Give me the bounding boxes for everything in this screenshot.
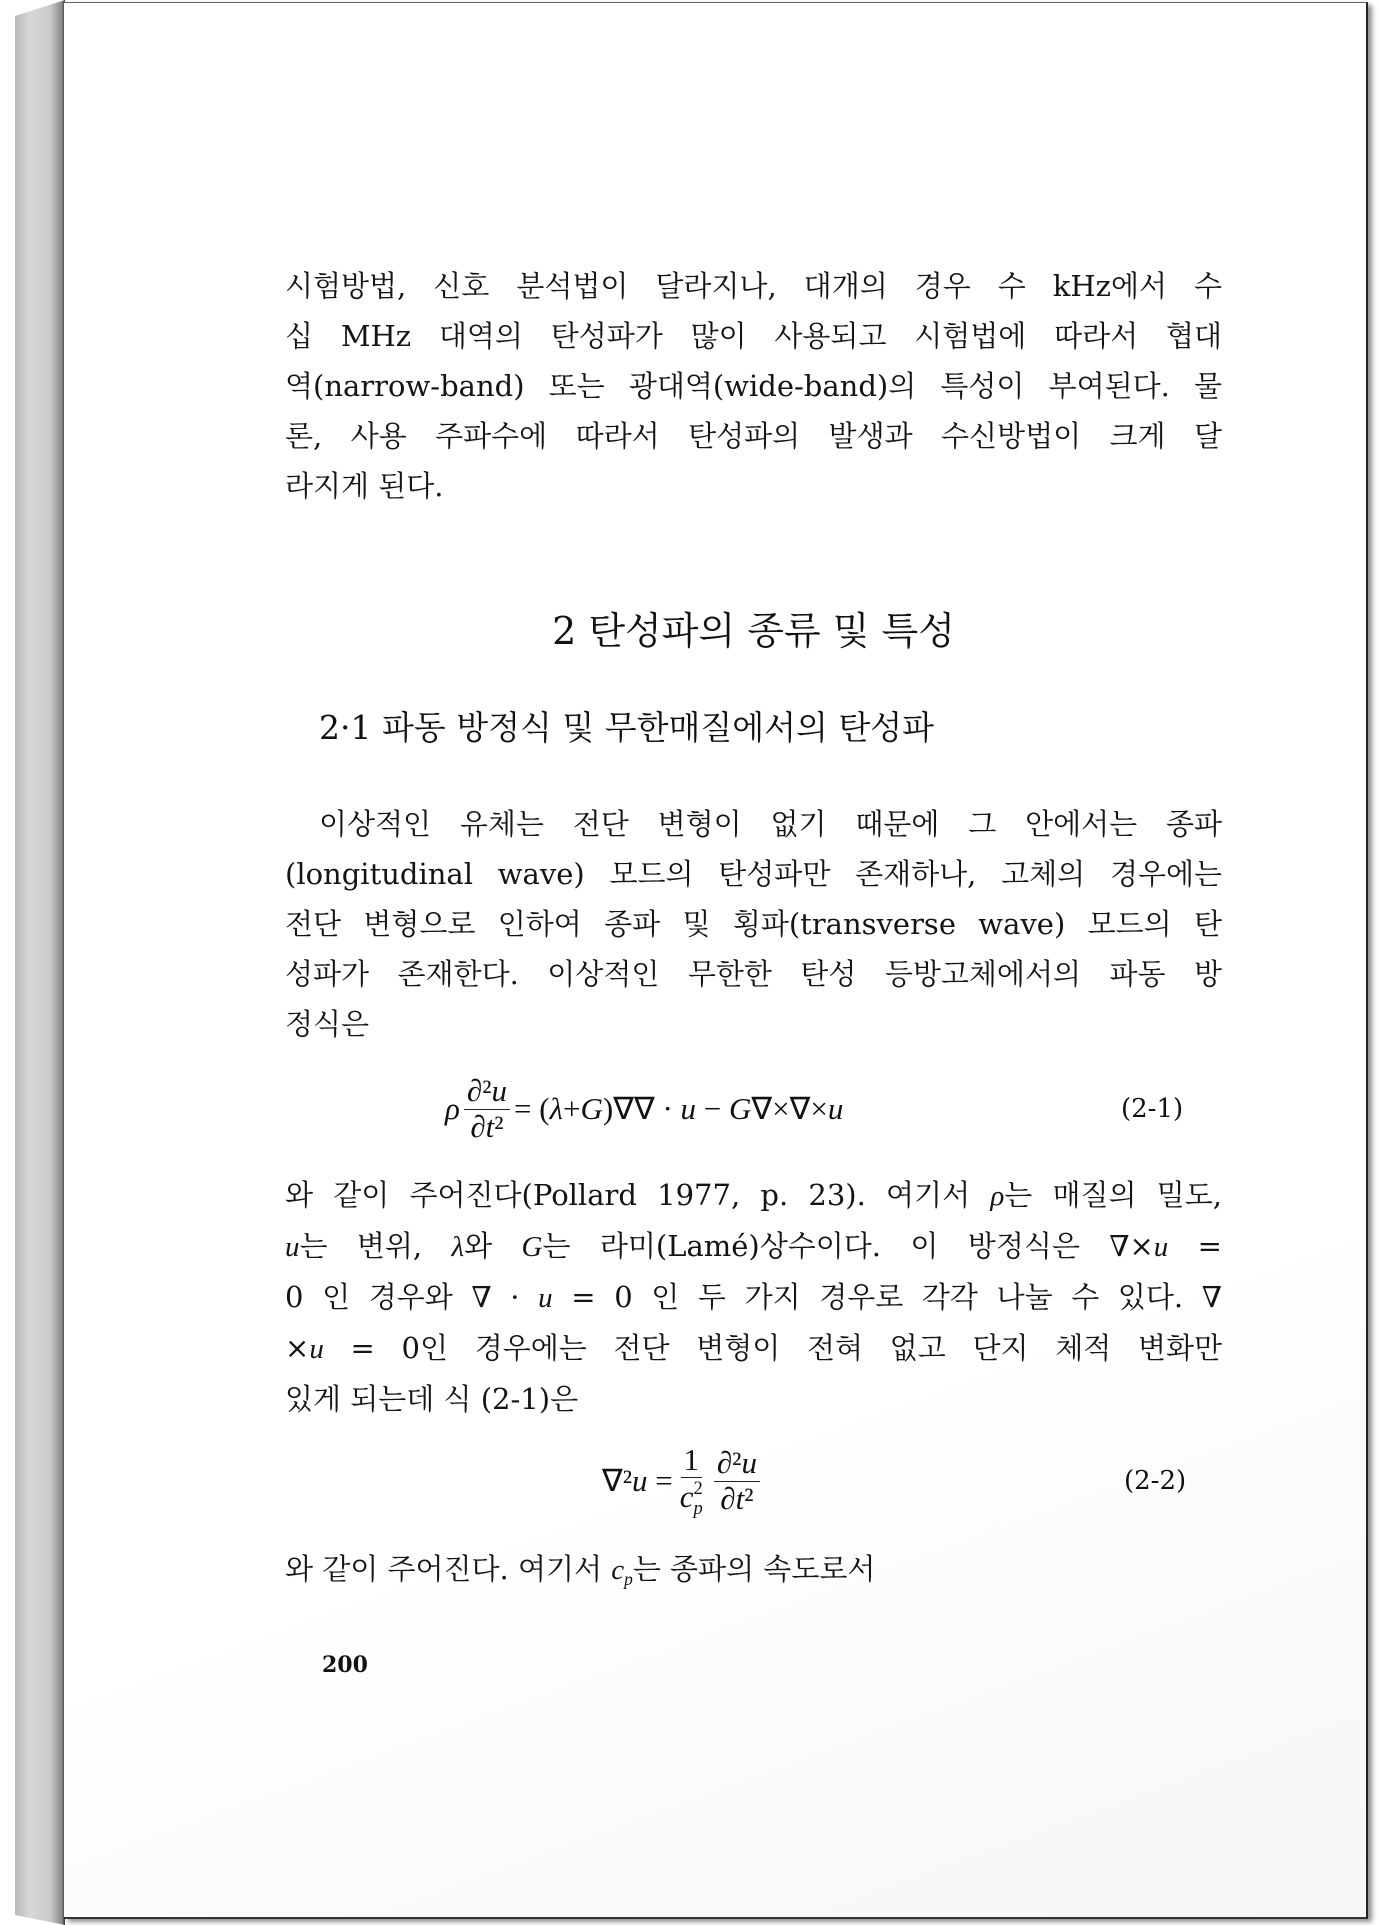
fraction-denominator [717,1482,756,1516]
text-run: ∂ [470,1108,486,1144]
equation-coefficient [445,1091,460,1127]
fraction-numerator [681,1441,703,1479]
book-page [64,2,1368,1919]
text-run: 있게 되는데 식 (2-1)은 [285,1382,579,1416]
text-run: 는 라미(Lamé)상수이다. 이 방정식은 ∇× [542,1229,1154,1263]
paragraph-intro [285,261,1222,511]
text-run: 이상적인 유체는 전단 변형이 없기 때문에 그 안에서는 종파 [319,807,1222,841]
math-variable: c [611,1554,625,1586]
section-heading: 2 탄성파의 종류 및 특성 [552,609,955,653]
math-variable: G [580,1091,603,1126]
text-line [285,411,1222,461]
math-variable: u [632,1463,648,1498]
text-run: = 0인 경우에는 전단 변형이 전혀 없고 단지 체적 변화만 [323,1331,1222,1365]
text-run: ∂ [720,1480,736,1516]
equation-right-side [514,1091,843,1127]
text-run: ² [744,1480,754,1516]
text-run: 성파가 존재한다. 이상적인 무한한 탄성 등방고체에서의 파동 방 [285,957,1222,991]
text-run: 십 MHz 대역의 탄성파가 많이 사용되고 시험법에 따라서 협대 [285,319,1222,353]
math-variable: G [729,1091,752,1126]
book-spine [15,0,65,1925]
text-run: 정식은 [285,1007,370,1041]
text-line [285,899,1222,949]
text-run: (longitudinal wave) 모드의 탄성파만 존재하나, 고체의 경우에는 [285,857,1222,891]
text-run: = ( [514,1091,550,1126]
text-run: ∇² [602,1463,633,1498]
paragraph-equation-explanation [285,1170,1222,1424]
text-line [285,999,1222,1049]
text-run: 역(narrow-band) 또는 광대역(wide-band)의 특성이 부여된다. 물 [285,369,1222,403]
fraction [677,1441,706,1519]
text-run: ∂² [716,1444,742,1480]
text-run: 는 변위, [299,1229,452,1263]
math-variable: c [679,1479,694,1515]
math-variable: t [735,1480,745,1516]
fraction-denominator [677,1478,706,1518]
fraction [464,1072,510,1144]
equation-2-1 [445,1069,843,1149]
math-variable: t [485,1108,495,1144]
text-line [285,1272,1222,1323]
math-variable: λ [451,1231,465,1263]
text-run: 라지게 된다. [285,469,444,503]
subsection-heading: 2·1 파동 방정식 및 무한매질에서의 탄성파 [319,708,934,747]
math-variable: u [309,1333,324,1365]
text-line [285,1323,1222,1374]
equation-number: (2-2) [1124,1466,1187,1496]
text-run: − [696,1091,729,1126]
text-run: + [563,1091,581,1126]
math-variable: u [680,1091,697,1126]
text-line [285,849,1222,899]
math-variable: u [1153,1231,1169,1263]
math-variable: ρ [990,1180,1005,1212]
equation-number: (2-1) [1121,1094,1184,1124]
text-run: ∂² [466,1072,492,1108]
text-run: 와 같이 주어진다(Pollard 1977, p. 23). 여기서 [285,1178,991,1212]
math-variable: u [491,1072,508,1108]
fraction-numerator [464,1072,510,1110]
text-run: 는 매질의 밀도, [1004,1178,1222,1212]
text-line [285,461,1222,511]
fraction-numerator [714,1444,760,1482]
math-variable: λ [549,1091,564,1126]
text-line [285,261,1222,311]
subscript: p [624,1569,633,1590]
page-number: 200 [322,1652,368,1678]
text-line [285,1170,1222,1221]
math-variable: u [827,1091,844,1126]
text-run: = [647,1463,673,1498]
text-run: ∇×∇× [751,1091,828,1126]
text-run: = 0 인 두 가지 경우로 각각 나눌 수 있다. ∇ [552,1280,1222,1314]
text-line [285,949,1222,999]
math-variable: ρ [445,1091,460,1126]
text-run: 전단 변형으로 인하여 종파 및 횡파(transverse wave) 모드의 탄 [285,907,1222,941]
equation-left-side [602,1463,673,1499]
paragraph-velocity [285,1544,1222,1604]
fraction-denominator [467,1110,506,1144]
text-line [285,1374,1222,1424]
text-line [285,799,1222,849]
fraction [714,1444,760,1516]
text-line [285,311,1222,361]
text-run: 와 [464,1229,522,1263]
text-run: 1 [683,1441,700,1477]
text-run: × [285,1331,310,1365]
equation-2-2 [602,1441,764,1521]
text-run: 론, 사용 주파수에 따라서 탄성파의 발생과 수신방법이 크게 달 [285,419,1222,453]
paragraph-wave-equation [285,799,1222,1049]
text-run: 0 인 경우와 ∇ · [285,1280,539,1314]
text-run: )∇∇ · [602,1091,681,1126]
superscript: 2 [693,1478,703,1500]
text-line [285,1544,1222,1604]
math-variable: u [538,1282,553,1314]
text-run: ² [494,1108,504,1144]
math-variable: u [285,1231,300,1263]
subscript: p [693,1497,703,1519]
text-run: = [1168,1229,1222,1263]
text-run: 와 같이 주어진다. 여기서 [285,1552,612,1586]
text-run: 는 종파의 속도로서 [632,1552,876,1586]
text-line [285,361,1222,411]
math-variable: u [741,1444,757,1480]
text-run: 시험방법, 신호 분석법이 달라지나, 대개의 경우 수 kHz에서 수 [285,269,1222,303]
math-variable: G [521,1231,543,1263]
text-line [285,1221,1222,1272]
